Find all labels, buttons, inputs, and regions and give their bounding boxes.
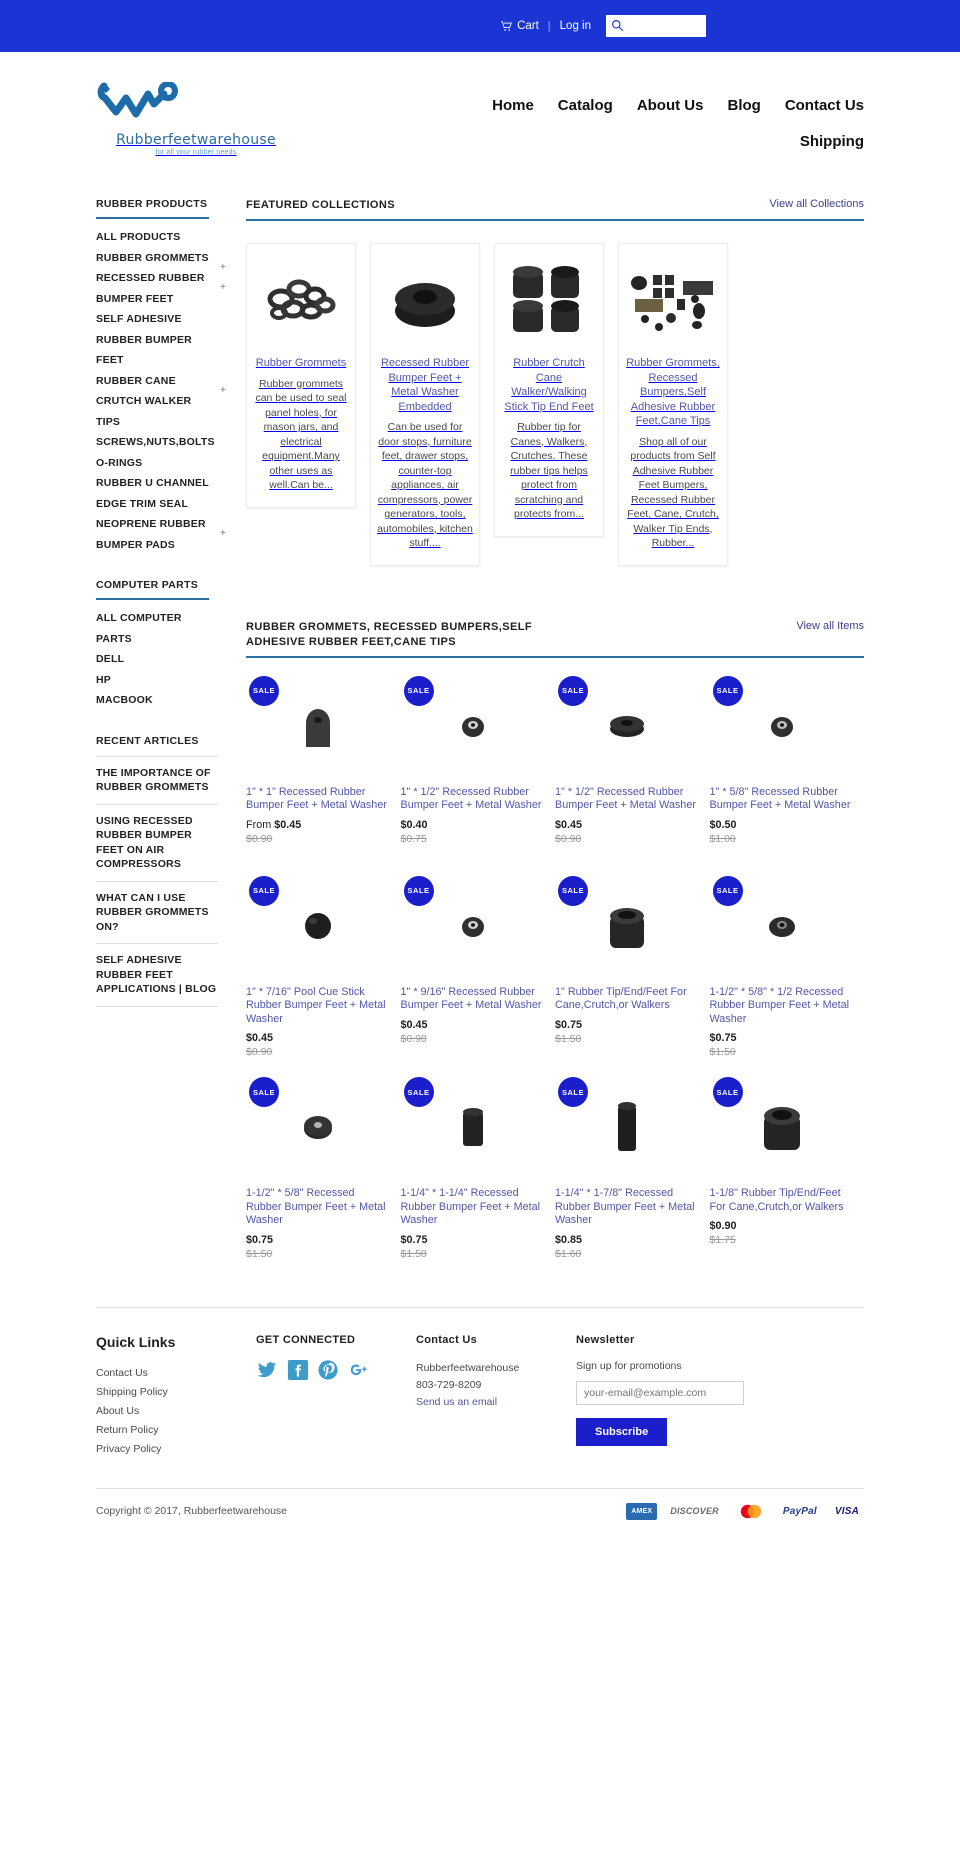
sidebar-item-dell[interactable] bbox=[96, 649, 218, 670]
price-value: $0.85 bbox=[555, 1233, 583, 1246]
sidebar-item-recessed-rubber-bumper-feet[interactable] bbox=[96, 268, 226, 309]
sale-badge: SALE bbox=[558, 1077, 588, 1107]
sidebar-item-macbook[interactable] bbox=[96, 690, 218, 711]
amex-icon: AMEX bbox=[626, 1503, 657, 1520]
product-old-price: $1.60 bbox=[555, 1247, 582, 1260]
sale-badge: SALE bbox=[558, 876, 588, 906]
product-card[interactable] bbox=[555, 864, 710, 1066]
subscribe-button[interactable]: Subscribe bbox=[576, 1418, 667, 1446]
price-value: $0.40 bbox=[400, 818, 428, 831]
sale-badge: SALE bbox=[713, 876, 743, 906]
logo-tagline: for all your rubber needs bbox=[155, 149, 237, 156]
get-connected-title: GET CONNECTED bbox=[256, 1333, 356, 1346]
product-card[interactable] bbox=[401, 1065, 556, 1267]
footer-get-connected bbox=[256, 1334, 416, 1385]
pinterest-icon[interactable] bbox=[318, 1360, 338, 1385]
product-card[interactable] bbox=[555, 1065, 710, 1267]
product-card[interactable] bbox=[401, 864, 556, 1066]
product-price bbox=[710, 1031, 855, 1045]
collection-description: Shop all of our products from Self Adhesive Rubber Feet Bumpers, Recessed Rubber Feet, Cane, Crutch, Walker Tip Ends, Rubber... bbox=[627, 435, 719, 549]
sidebar-recent-articles-block bbox=[96, 735, 218, 1007]
login-label: Log in bbox=[559, 20, 591, 32]
list-item[interactable] bbox=[96, 1363, 256, 1382]
sidebar-item-o-rings[interactable] bbox=[96, 453, 218, 474]
collection-card[interactable] bbox=[618, 243, 728, 566]
footer-link-privacy-policy[interactable]: Privacy Policy bbox=[96, 1442, 162, 1455]
sidebar-item-rubber-u-channel-edge-trim-seal[interactable] bbox=[96, 473, 218, 514]
sidebar-item-rubber-grommets[interactable] bbox=[96, 248, 226, 273]
sale-badge: SALE bbox=[713, 676, 743, 706]
collection-card[interactable] bbox=[494, 243, 604, 537]
article-label[interactable]: WHAT CAN I USE RUBBER GROMMETS ON? bbox=[96, 891, 209, 933]
copyright-text: Copyright © 2017, Rubberfeetwarehouse bbox=[96, 1505, 288, 1517]
sidebar-label[interactable]: NEOPRENE RUBBER BUMPER PADS bbox=[96, 518, 206, 551]
article-label[interactable]: SELF ADHESIVE RUBBER FEET APPLICATIONS | BLOG bbox=[96, 954, 217, 995]
sale-badge: SALE bbox=[713, 1077, 743, 1107]
collection-description: Can be used for door stops, furniture feet, drawer stops, counter-top appliances, air compressors, power generators, tools, automobiles, kitchen stuff.... bbox=[377, 421, 473, 549]
logo-wordmark: Rubberfeetwarehouse bbox=[116, 132, 276, 148]
article-link-what-can-i-use-grommets-on[interactable] bbox=[96, 882, 218, 945]
sidebar-label[interactable]: ALL PRODUCTS bbox=[96, 231, 181, 243]
sidebar-label[interactable]: SCREWS,NUTS,BOLTS bbox=[96, 436, 215, 448]
featured-collections-title: FEATURED COLLECTIONS bbox=[246, 199, 395, 211]
footer-link-return-policy[interactable]: Return Policy bbox=[96, 1423, 159, 1436]
login-link[interactable] bbox=[560, 20, 591, 32]
product-price bbox=[710, 818, 855, 832]
nav-item-contact-us[interactable]: Contact Us bbox=[784, 97, 864, 114]
sale-badge: SALE bbox=[404, 876, 434, 906]
footer-link-about-us[interactable]: About Us bbox=[96, 1404, 140, 1417]
cart-icon bbox=[501, 21, 512, 32]
nav-item-home[interactable]: Home bbox=[492, 97, 534, 114]
list-item[interactable] bbox=[96, 1382, 256, 1401]
sidebar-heading-recent-articles: RECENT ARTICLES bbox=[96, 734, 199, 747]
sidebar-label[interactable]: RUBBER U CHANNEL EDGE TRIM SEAL bbox=[96, 477, 209, 510]
sidebar-label[interactable]: O-RINGS bbox=[96, 456, 143, 469]
google-plus-icon[interactable] bbox=[348, 1360, 370, 1385]
discover-icon: DISCOVER bbox=[665, 1503, 724, 1520]
expand-plus-icon[interactable]: + bbox=[219, 261, 226, 273]
price-value: $0.45 bbox=[555, 818, 583, 831]
product-card[interactable] bbox=[555, 664, 710, 864]
article-link-recessed-feet-air-compressors[interactable] bbox=[96, 805, 218, 882]
collection-name: Rubber Grommets, Recessed Bumpers,Self Adhesive Rubber Feet,Cane Tips bbox=[626, 357, 720, 427]
sidebar-item-neoprene-rubber-bumper-pads[interactable] bbox=[96, 514, 226, 555]
twitter-icon[interactable] bbox=[256, 1360, 278, 1385]
product-title[interactable]: 1" * 1/2" Recessed Rubber Bumper Feet + Metal Washer bbox=[555, 785, 696, 811]
product-old-price: $0.90 bbox=[555, 832, 582, 845]
wrench-w-logo-icon bbox=[96, 82, 296, 131]
nav-item-blog[interactable]: Blog bbox=[727, 97, 761, 114]
expand-plus-icon[interactable]: + bbox=[219, 528, 226, 539]
product-card[interactable] bbox=[246, 1065, 401, 1267]
price-prefix: From bbox=[246, 818, 275, 831]
product-card[interactable] bbox=[401, 664, 556, 864]
sale-badge: SALE bbox=[558, 676, 588, 706]
sidebar-rule bbox=[96, 217, 209, 219]
product-old-price: $1.00 bbox=[709, 832, 736, 845]
product-old-price: $1.50 bbox=[400, 1247, 427, 1260]
products-grid bbox=[246, 664, 864, 1267]
contact-phone: 803-729-8209 bbox=[416, 1378, 482, 1391]
cane-tips-image bbox=[501, 260, 597, 344]
price-value: $0.90 bbox=[709, 1220, 737, 1232]
site-logo[interactable] bbox=[96, 74, 296, 156]
newsletter-email-input[interactable] bbox=[576, 1381, 744, 1405]
sale-badge: SALE bbox=[404, 676, 434, 706]
product-card[interactable] bbox=[246, 864, 401, 1066]
nav-item-about-us[interactable]: About Us bbox=[636, 97, 704, 114]
sidebar-item-self-adhesive-rubber-bumper-feet[interactable] bbox=[96, 309, 218, 371]
sidebar-heading-rubber-products: RUBBER PRODUCTS bbox=[96, 198, 208, 210]
footer-newsletter bbox=[576, 1334, 756, 1446]
sidebar-heading-computer-parts: COMPUTER PARTS bbox=[96, 579, 199, 591]
price-value: $0.45 bbox=[400, 1018, 428, 1031]
newsletter-subtitle: Sign up for promotions bbox=[576, 1359, 682, 1372]
sidebar-label[interactable]: DELL bbox=[96, 653, 125, 665]
product-title[interactable]: 1-1/2" * 5/8" * 1/2 Recessed Rubber Bumper Feet + Metal Washer bbox=[709, 985, 850, 1025]
footer-quick-links bbox=[96, 1334, 256, 1458]
article-label[interactable]: USING RECESSED RUBBER BUMPER FEET ON AIR COMPRESSORS bbox=[96, 814, 193, 870]
paypal-icon: PayPal bbox=[778, 1503, 822, 1520]
sidebar-product-list bbox=[96, 227, 226, 555]
payment-methods bbox=[626, 1503, 864, 1520]
sale-badge: SALE bbox=[404, 1077, 434, 1107]
sidebar-item-hp[interactable] bbox=[96, 670, 218, 691]
product-title[interactable]: 1" * 5/8" Recessed Rubber Bumper Feet + Metal Washer bbox=[709, 785, 851, 811]
sidebar-computer-list bbox=[96, 608, 218, 711]
product-old-price: $0.75 bbox=[400, 832, 427, 845]
nav-item-catalog[interactable]: Catalog bbox=[557, 97, 613, 114]
recessed-bumper-foot-image bbox=[377, 260, 473, 344]
site-header bbox=[0, 52, 960, 170]
recent-articles-list bbox=[96, 756, 218, 1007]
sidebar-item-screws-nuts-bolts[interactable] bbox=[96, 432, 218, 453]
rubber-grommets-image bbox=[253, 260, 349, 344]
sidebar-label[interactable]: RECESSED RUBBER BUMPER FEET bbox=[96, 272, 205, 305]
site-footer bbox=[0, 1308, 960, 1458]
product-card[interactable] bbox=[710, 864, 865, 1066]
sidebar-label[interactable]: SELF ADHESIVE RUBBER BUMPER FEET bbox=[96, 313, 192, 366]
main-navigation bbox=[296, 74, 864, 160]
contact-title: Contact Us bbox=[416, 1333, 478, 1346]
collection-description: Rubber grommets can be used to seal panel holes, for mason jars, and electrical equipment.Many other uses as well.Can be... bbox=[255, 377, 347, 491]
contact-company-name: Rubberfeetwarehouse bbox=[416, 1361, 520, 1374]
cart-label: Cart bbox=[517, 20, 539, 32]
product-price bbox=[401, 818, 546, 832]
product-title[interactable]: 1-1/4" * 1-7/8" Recessed Rubber Bumper Feet + Metal Washer bbox=[555, 1187, 695, 1226]
product-card[interactable] bbox=[710, 664, 865, 864]
sale-badge: SALE bbox=[249, 1077, 279, 1107]
price-value: $0.75 bbox=[709, 1032, 737, 1044]
cart-link[interactable] bbox=[501, 20, 539, 32]
sidebar-label[interactable]: RUBBER GROMMETS bbox=[96, 251, 209, 264]
collection-name: Recessed Rubber Bumper Feet + Metal Washer Embedded bbox=[380, 357, 470, 413]
search-input[interactable] bbox=[626, 16, 706, 36]
expand-plus-icon[interactable]: + bbox=[219, 282, 226, 293]
sidebar-item-rubber-cane-crutch-walker-tips[interactable] bbox=[96, 371, 226, 433]
sidebar-item-all-computer-parts[interactable] bbox=[96, 608, 218, 649]
product-price bbox=[555, 818, 700, 832]
sidebar-label[interactable]: HP bbox=[96, 673, 111, 686]
product-title[interactable]: 1" * 7/16" Pool Cue Stick Rubber Bumper Feet + Metal Washer bbox=[246, 985, 386, 1025]
facebook-icon[interactable] bbox=[288, 1360, 308, 1385]
list-item[interactable] bbox=[96, 1401, 256, 1420]
article-link-importance-of-rubber-grommets[interactable] bbox=[96, 756, 218, 805]
products-section-title: RUBBER GROMMETS, RECESSED BUMPERS,SELF ADHESIVE RUBBER FEET,CANE TIPS bbox=[246, 620, 532, 648]
social-links bbox=[256, 1360, 416, 1385]
product-price bbox=[710, 1219, 855, 1233]
product-old-price: $1.50 bbox=[709, 1046, 736, 1058]
product-title[interactable]: 1" * 9/16" Recessed Rubber Bumper Feet + Metal Washer bbox=[400, 985, 542, 1011]
article-label[interactable]: THE IMPORTANCE OF RUBBER GROMMETS bbox=[96, 766, 211, 793]
price-value: $0.45 bbox=[246, 1032, 274, 1044]
mastercard-icon bbox=[732, 1503, 770, 1520]
quick-links-list bbox=[96, 1363, 256, 1458]
sale-badge: SALE bbox=[249, 676, 279, 706]
search-box[interactable] bbox=[606, 15, 706, 37]
product-title[interactable]: 1" * 1" Recessed Rubber Bumper Feet + Metal Washer bbox=[246, 785, 387, 811]
sidebar bbox=[96, 170, 226, 1007]
product-price bbox=[401, 1233, 546, 1247]
featured-collections-section bbox=[246, 198, 864, 566]
product-old-price: $1.50 bbox=[555, 1032, 582, 1045]
products-section bbox=[246, 620, 864, 1267]
products-header bbox=[246, 620, 864, 650]
topbar-divider: | bbox=[547, 20, 551, 32]
featured-collections-header bbox=[246, 198, 864, 213]
product-card[interactable] bbox=[710, 1065, 865, 1267]
product-price bbox=[555, 1018, 700, 1032]
product-title[interactable]: 1-1/2" * 5/8" Recessed Rubber Bumper Feet + Metal Washer bbox=[246, 1187, 386, 1226]
sidebar-label[interactable]: MACBOOK bbox=[96, 694, 153, 706]
price-value: $0.75 bbox=[400, 1233, 428, 1246]
product-old-price: $0.90 bbox=[400, 1032, 427, 1045]
section-rule bbox=[246, 656, 864, 658]
product-old-price: $0.90 bbox=[246, 832, 273, 845]
view-all-items-link[interactable]: View all Items bbox=[796, 619, 864, 632]
list-item[interactable] bbox=[96, 1420, 256, 1439]
footer-link-contact-us[interactable]: Contact Us bbox=[96, 1366, 148, 1379]
price-value: $0.45 bbox=[274, 818, 302, 831]
product-old-price: $1.75 bbox=[709, 1234, 736, 1246]
collection-card[interactable] bbox=[370, 243, 480, 566]
quick-links-title: Quick Links bbox=[96, 1333, 176, 1350]
page-body bbox=[0, 170, 960, 1267]
product-old-price: $0.90 bbox=[246, 1046, 273, 1058]
product-price bbox=[401, 1018, 546, 1032]
collection-description: Rubber tip for Canes, Walkers, Crutches. These rubber tips helps protect from scratching and protects from... bbox=[510, 421, 588, 520]
price-value: $0.75 bbox=[555, 1018, 583, 1031]
nav-item-shipping[interactable]: Shipping bbox=[799, 133, 864, 150]
sale-badge: SALE bbox=[249, 876, 279, 906]
product-title[interactable]: 1" * 1/2" Recessed Rubber Bumper Feet + Metal Washer bbox=[400, 785, 542, 811]
main-content bbox=[218, 170, 864, 1267]
visa-icon: VISA bbox=[830, 1503, 864, 1520]
assorted-products-image bbox=[625, 260, 721, 344]
product-price bbox=[246, 818, 391, 832]
product-title[interactable]: 1" Rubber Tip/End/Feet For Cane,Crutch,or Walkers bbox=[555, 985, 687, 1011]
expand-plus-icon[interactable]: + bbox=[219, 384, 226, 396]
sidebar-rule bbox=[96, 598, 209, 600]
send-email-link[interactable]: Send us an email bbox=[416, 1395, 498, 1408]
price-value: $0.75 bbox=[246, 1233, 274, 1246]
sidebar-item-all-products[interactable] bbox=[96, 227, 218, 248]
collection-name: Rubber Grommets bbox=[255, 357, 347, 369]
article-link-self-adhesive-feet-applications[interactable] bbox=[96, 944, 218, 1007]
footer-contact bbox=[416, 1334, 576, 1411]
top-utility-bar bbox=[0, 0, 960, 52]
sidebar-label[interactable]: RUBBER CANE CRUTCH WALKER TIPS bbox=[96, 374, 192, 428]
price-value: $0.50 bbox=[709, 818, 737, 831]
newsletter-title: Newsletter bbox=[576, 1333, 635, 1346]
collections-grid bbox=[246, 243, 864, 566]
sidebar-label[interactable]: ALL COMPUTER PARTS bbox=[96, 612, 182, 645]
collection-card[interactable] bbox=[246, 243, 356, 508]
product-title[interactable]: 1-1/4" * 1-1/4" Recessed Rubber Bumper Feet + Metal Washer bbox=[400, 1187, 541, 1226]
footer-bottom-bar bbox=[0, 1489, 960, 1542]
section-rule bbox=[246, 219, 864, 221]
search-icon bbox=[611, 19, 624, 37]
product-title[interactable]: 1-1/8" Rubber Tip/End/Feet For Cane,Crutch,or Walkers bbox=[709, 1187, 844, 1213]
product-price bbox=[246, 1233, 391, 1247]
footer-link-shipping-policy[interactable]: Shipping Policy bbox=[96, 1385, 168, 1398]
product-old-price: $1.50 bbox=[246, 1247, 273, 1260]
sidebar-computer-parts-block bbox=[96, 579, 218, 711]
product-card[interactable] bbox=[246, 664, 401, 864]
list-item[interactable] bbox=[96, 1439, 256, 1458]
product-price bbox=[246, 1031, 391, 1045]
product-price bbox=[555, 1233, 700, 1247]
view-all-collections-link[interactable]: View all Collections bbox=[769, 198, 864, 210]
collection-name: Rubber Crutch Cane Walker/Walking Stick Tip End Feet bbox=[504, 357, 594, 413]
